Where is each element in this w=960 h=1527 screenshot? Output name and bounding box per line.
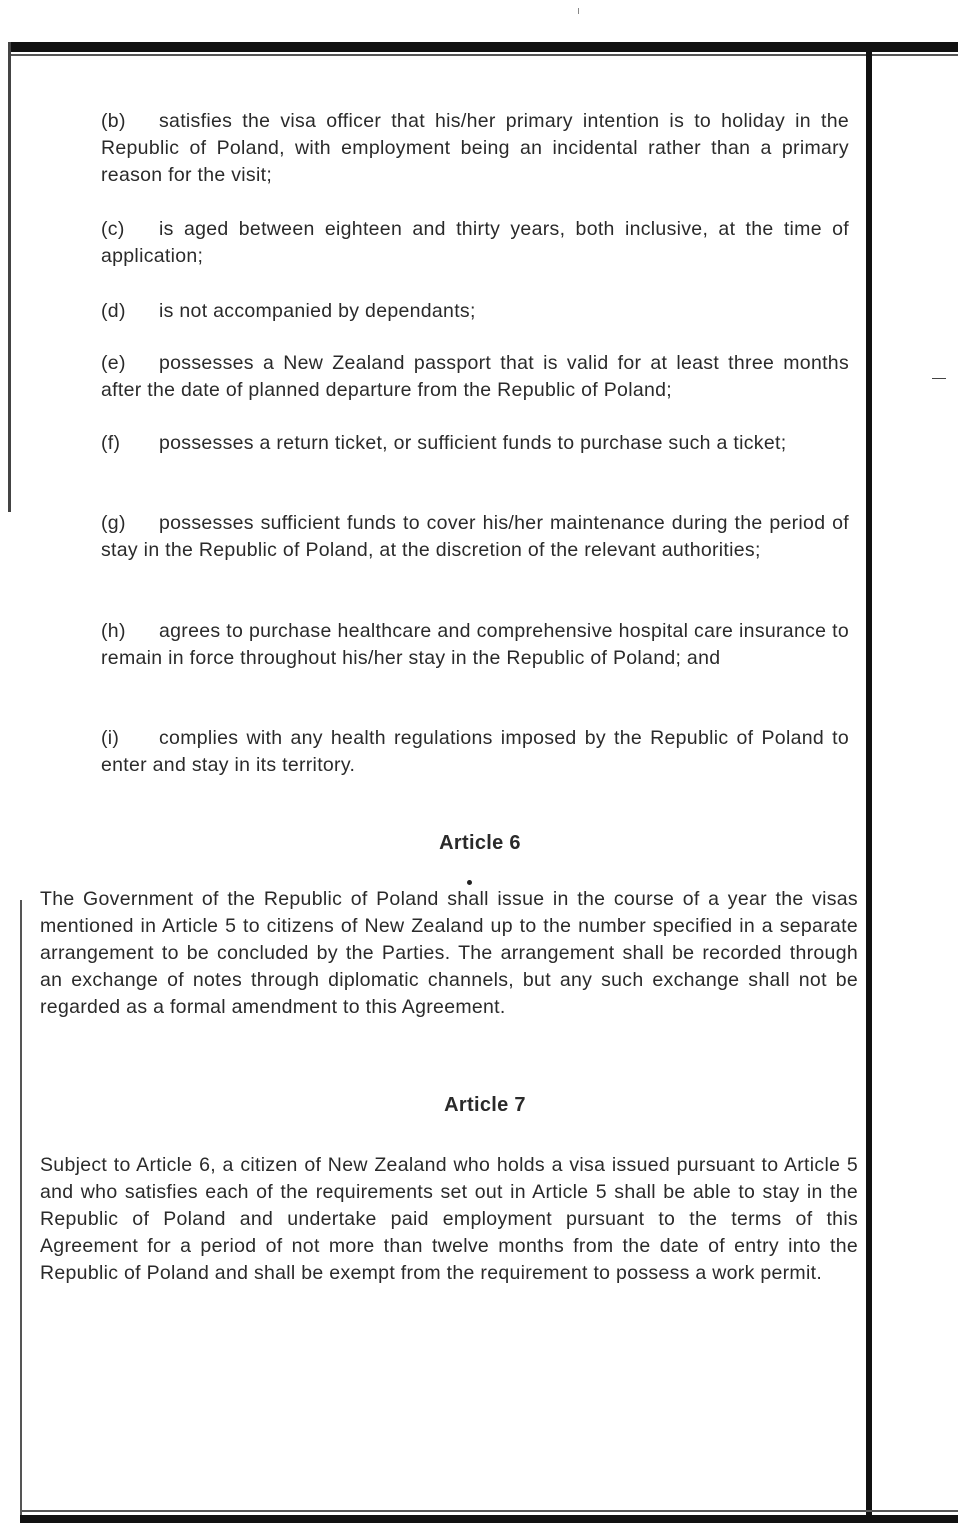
item-h	[101, 618, 849, 672]
item-text: possesses sufficient funds to cover his/her maintenance during the period of stay in the Republic of Poland, at the discretion of the relevant authorities;	[101, 512, 849, 561]
item-label: (d)	[101, 300, 126, 322]
scan-mark	[578, 8, 579, 14]
article-7-heading: Article 7	[444, 1094, 526, 1116]
article-6-heading: Article 6	[439, 832, 521, 854]
item-c	[101, 216, 849, 270]
item-i	[101, 725, 849, 779]
page-border-right	[866, 42, 872, 1523]
item-text: satisfies the visa officer that his/her primary intention is to holiday in the Republic of Poland, with employment being an incidental rather than a primary reason for the visit;	[101, 110, 849, 186]
item-text: possesses a New Zealand passport that is valid for at least three months after the date of planned departure from the Republic of Poland;	[101, 352, 849, 401]
item-label: (g)	[101, 512, 126, 534]
page-border-bottom	[20, 1515, 958, 1523]
page-border-top-inner	[8, 54, 958, 56]
bullet-mark	[467, 880, 472, 885]
item-label: (i)	[101, 727, 120, 749]
page-border-left-upper	[8, 42, 11, 512]
item-label: (h)	[101, 620, 126, 642]
article-6-text: The Government of the Republic of Poland shall issue in the course of a year the visas mentioned in Article 5 to citizens of New Zealand up to the number specified in a separate arrangement to be concluded by the Parties. The arrangement shall be recorded through an exchange of notes through diplomatic channels, but any such exchange shall not be regarded as a formal amendment to this Agreement.	[40, 888, 858, 1018]
item-d	[101, 298, 849, 325]
margin-mark	[932, 378, 946, 379]
item-text: is aged between eighteen and thirty years, both inclusive, at the time of application;	[101, 218, 849, 267]
page-border-top	[8, 42, 958, 52]
page-border-bottom-inner	[20, 1510, 958, 1512]
item-label: (e)	[101, 352, 126, 374]
item-label: (b)	[101, 110, 126, 132]
item-e	[101, 350, 849, 404]
item-text: possesses a return ticket, or sufficient funds to purchase such a ticket;	[159, 432, 787, 454]
item-label: (f)	[101, 432, 121, 454]
item-text: complies with any health regulations imposed by the Republic of Poland to enter and stay in its territory.	[101, 727, 849, 776]
item-b	[101, 108, 849, 189]
item-g	[101, 510, 849, 564]
item-text: is not accompanied by dependants;	[159, 300, 476, 322]
item-label: (c)	[101, 218, 125, 240]
page-border-left-lower	[20, 900, 22, 1523]
article-7-text: Subject to Article 6, a citizen of New Zealand who holds a visa issued pursuant to Article 5 and who satisfies each of the requirements set out in Article 5 shall be able to stay in the Republic of Poland and undertake paid employment pursuant to the terms of this Agreement for a period of not more than twelve months from the date of entry into the Republic of Poland and shall be exempt from the requirement to possess a work permit.	[40, 1154, 858, 1284]
item-f	[101, 430, 849, 457]
item-text: agrees to purchase healthcare and comprehensive hospital care insurance to remain in force throughout his/her stay in the Republic of Poland; and	[101, 620, 849, 669]
